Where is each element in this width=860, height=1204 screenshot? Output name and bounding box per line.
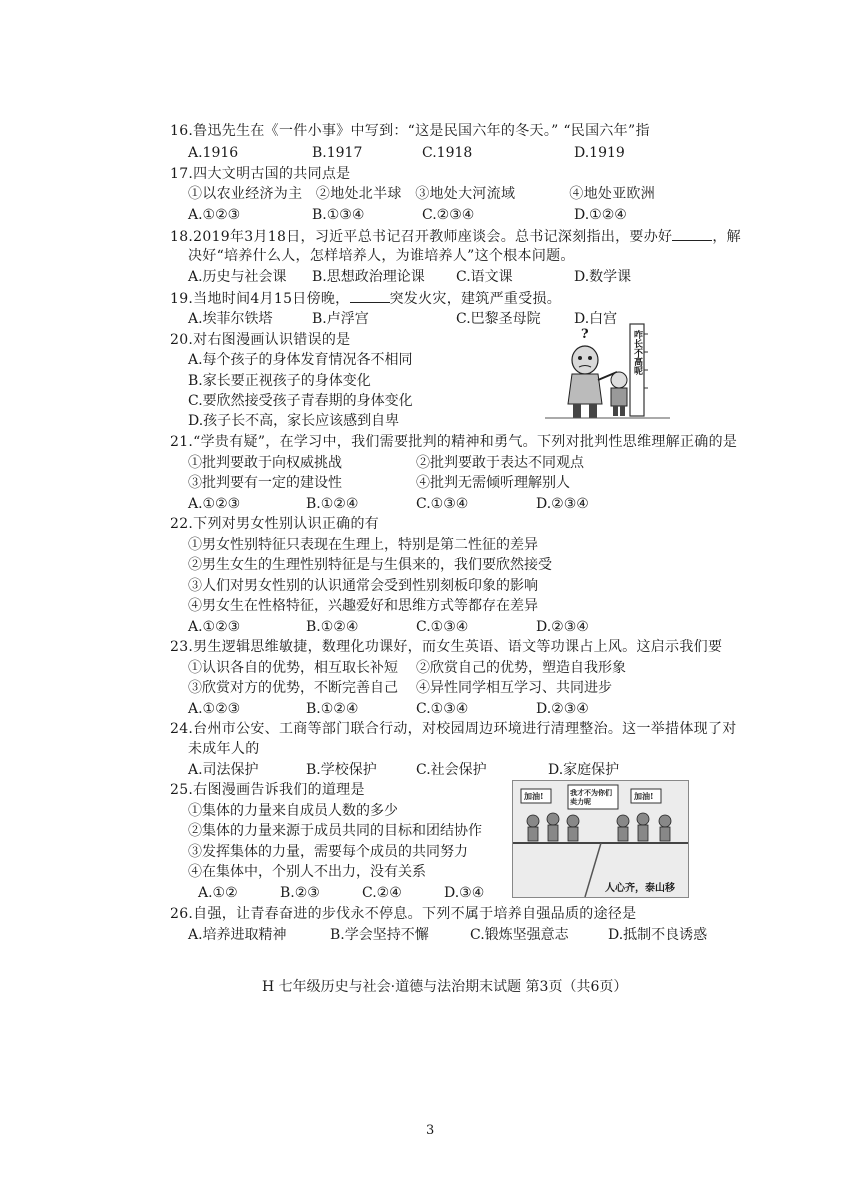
q21-item-2: ②批判要敢于表达不同观点	[416, 455, 584, 471]
q25-cartoon-caption: 人心齐，泰山移	[605, 883, 675, 894]
q24-option-c: C.社会保护	[416, 762, 487, 778]
q16-option-c: C.1918	[422, 145, 473, 161]
q18-stem-end: ，解	[712, 229, 741, 245]
q20-option-c: C.要欣然接受孩子青春期的身体变化	[188, 393, 413, 409]
q21-stem: 21.“学贵有疑”，在学习中，我们需要批判的精神和勇气。下列对批判性思维理解正确的是	[170, 434, 738, 450]
q21-item-4: ④批判无需倾听理解别人	[416, 475, 570, 491]
q16-stem: 16.鲁迅先生在《一件小事》中写到：“这是民国六年的冬天。” “民国六年”指	[170, 123, 650, 139]
q23-item-2: ②欣赏自己的优势，塑造自我形象	[416, 660, 626, 676]
q17-stem: 17.四大文明古国的共同点是	[170, 166, 351, 182]
q23-item-4: ④异性同学相互学习、共同进步	[416, 680, 612, 696]
q24-option-a: A.司法保护	[188, 762, 259, 778]
q22-item-3: ③人们对男女性别的认识通常会受到性别刻板印象的影响	[188, 578, 538, 594]
q23-option-a: A.①②③	[188, 701, 241, 717]
q22-item-4: ④男女生在性格特征，兴趣爱好和思维方式等都存在差异	[188, 598, 538, 614]
q26-option-d: D.抵制不良诱惑	[608, 927, 708, 943]
q16-option-d: D.1919	[574, 145, 625, 161]
q26-stem: 26.自强，让青春奋进的步伐永不停息。下列不属于培养自强品质的途径是	[170, 906, 637, 922]
q19-option-a: A.埃菲尔铁塔	[188, 311, 273, 327]
q24-option-b: B.学校保护	[306, 762, 377, 778]
q17-option-c: C.②③④	[422, 207, 475, 223]
q25-option-c: C.②④	[362, 885, 402, 901]
q20-option-b: B.家长要正视孩子的身体变化	[188, 373, 371, 389]
q19-option-b: B.卢浮宫	[312, 311, 369, 327]
q19-option-c: C.巴黎圣母院	[456, 311, 541, 327]
q22-option-b: B.①②④	[306, 619, 359, 635]
q19-stem-end: 突发火灾，建筑严重受损。	[389, 291, 562, 307]
q23-stem: 23.男生逻辑思维敏捷，数理化功课好，而女生英语、语文等功课占上风。这启示我们要	[170, 639, 723, 655]
q25-item-3: ③发挥集体的力量，需要每个成员的共同努力	[188, 844, 468, 860]
q22-option-d: D.②③④	[536, 619, 589, 635]
q26-option-b: B.学会坚持不懈	[330, 927, 429, 943]
q17-option-a: A.①②③	[188, 207, 241, 223]
q25-stem: 25.右图漫画告诉我们的道理是	[170, 782, 365, 798]
q22-item-1: ①男女性别特征只表现在生理上，特别是第二性征的差异	[188, 537, 538, 553]
q19-blank	[350, 288, 390, 303]
q19-option-d: D.白宫	[574, 311, 618, 327]
q19-stem	[170, 288, 561, 309]
q25-option-d: D.③④	[444, 885, 485, 901]
q22-item-2: ②男生女生的生理性别特征是与生俱来的，我们要欣然接受	[188, 557, 552, 573]
q18-stem-line1	[170, 226, 741, 247]
q25-bubble-right: 加油!	[634, 791, 654, 801]
q18-stem-text: 18.2019年3月18日，习近平总书记召开教师座谈会。总书记深刻指出，要办好	[170, 229, 673, 245]
q21-item-3: ③批判要有一定的建设性	[188, 475, 342, 491]
q25-bubble-left: 加油!	[524, 791, 544, 801]
q18-option-b: B.思想政治理论课	[312, 269, 425, 285]
q24-stem-line2: 未成年人的	[188, 741, 260, 757]
measuring-height-cartoon	[545, 322, 670, 422]
q16-option-b: B.1917	[312, 145, 363, 161]
q25-bubble-mid: 我才不为你们卖力呢	[570, 788, 612, 806]
q21-option-b: B.①②④	[306, 496, 359, 512]
q25-item-1: ①集体的力量来自成员人数的多少	[188, 803, 398, 819]
q24-option-d: D.家庭保护	[548, 762, 620, 778]
q17-option-b: B.①③④	[312, 207, 365, 223]
q25-cartoon	[512, 780, 689, 898]
q21-option-c: C.①③④	[416, 496, 469, 512]
q21-item-1: ①批判要敢于向权威挑战	[188, 455, 342, 471]
q23-option-d: D.②③④	[536, 701, 589, 717]
q18-option-d: D.数学课	[574, 269, 632, 285]
q20-stem: 20.对右图漫画认识错误的是	[170, 332, 351, 348]
q18-blank	[672, 226, 712, 241]
q18-stem-line2: 决好“培养什么人，怎样培养人，为谁培养人”这个根本问题。	[188, 248, 575, 264]
q21-option-a: A.①②③	[188, 496, 241, 512]
q22-option-c: C.①③④	[416, 619, 469, 635]
q26-option-c: C.锻炼坚强意志	[470, 927, 569, 943]
q22-option-a: A.①②③	[188, 619, 241, 635]
q17-items: ①以农业经济为主 ②地处北半球 ③地处大河流域 ④地处亚欧洲	[188, 186, 656, 202]
q16-option-a: A.1916	[188, 145, 239, 161]
q24-stem-line1: 24.台州市公安、工商等部门联合行动，对校园周边环境进行清理整治。这一举措体现了对	[170, 721, 737, 737]
q20-cartoon-sign: 咋长不高呢	[632, 330, 642, 375]
q25-option-b: B.②③	[280, 885, 320, 901]
q23-item-1: ①认识各自的优势，相互取长补短	[188, 660, 398, 676]
q17-option-d: D.①②④	[574, 207, 627, 223]
q18-option-a: A.历史与社会课	[188, 269, 287, 285]
q20-cartoon	[545, 322, 670, 422]
q20-cartoon-question-mark: ?	[581, 327, 589, 342]
q18-option-c: C.语文课	[456, 269, 513, 285]
q25-item-4: ④在集体中，个别人不出力，没有关系	[188, 864, 426, 880]
page-footer: H 七年级历史与社会·道德与法治期末试题 第3页（共6页）	[262, 979, 628, 995]
q19-stem-text: 19.当地时间4月15日傍晚，	[170, 291, 350, 307]
page-number: 3	[426, 1123, 435, 1138]
q23-option-c: C.①③④	[416, 701, 469, 717]
q20-option-a: A.每个孩子的身体发育情况各不相同	[188, 352, 413, 368]
q21-option-d: D.②③④	[536, 496, 589, 512]
q23-item-3: ③欣赏对方的优势，不断完善自己	[188, 680, 398, 696]
q20-option-d: D.孩子长不高，家长应该感到自卑	[188, 413, 400, 429]
q25-item-2: ②集体的力量来源于成员共同的目标和团结协作	[188, 823, 482, 839]
q22-stem: 22.下列对男女性别认识正确的有	[170, 516, 380, 532]
q26-option-a: A.培养进取精神	[188, 927, 287, 943]
q25-option-a: A.①②	[198, 885, 238, 901]
q23-option-b: B.①②④	[306, 701, 359, 717]
